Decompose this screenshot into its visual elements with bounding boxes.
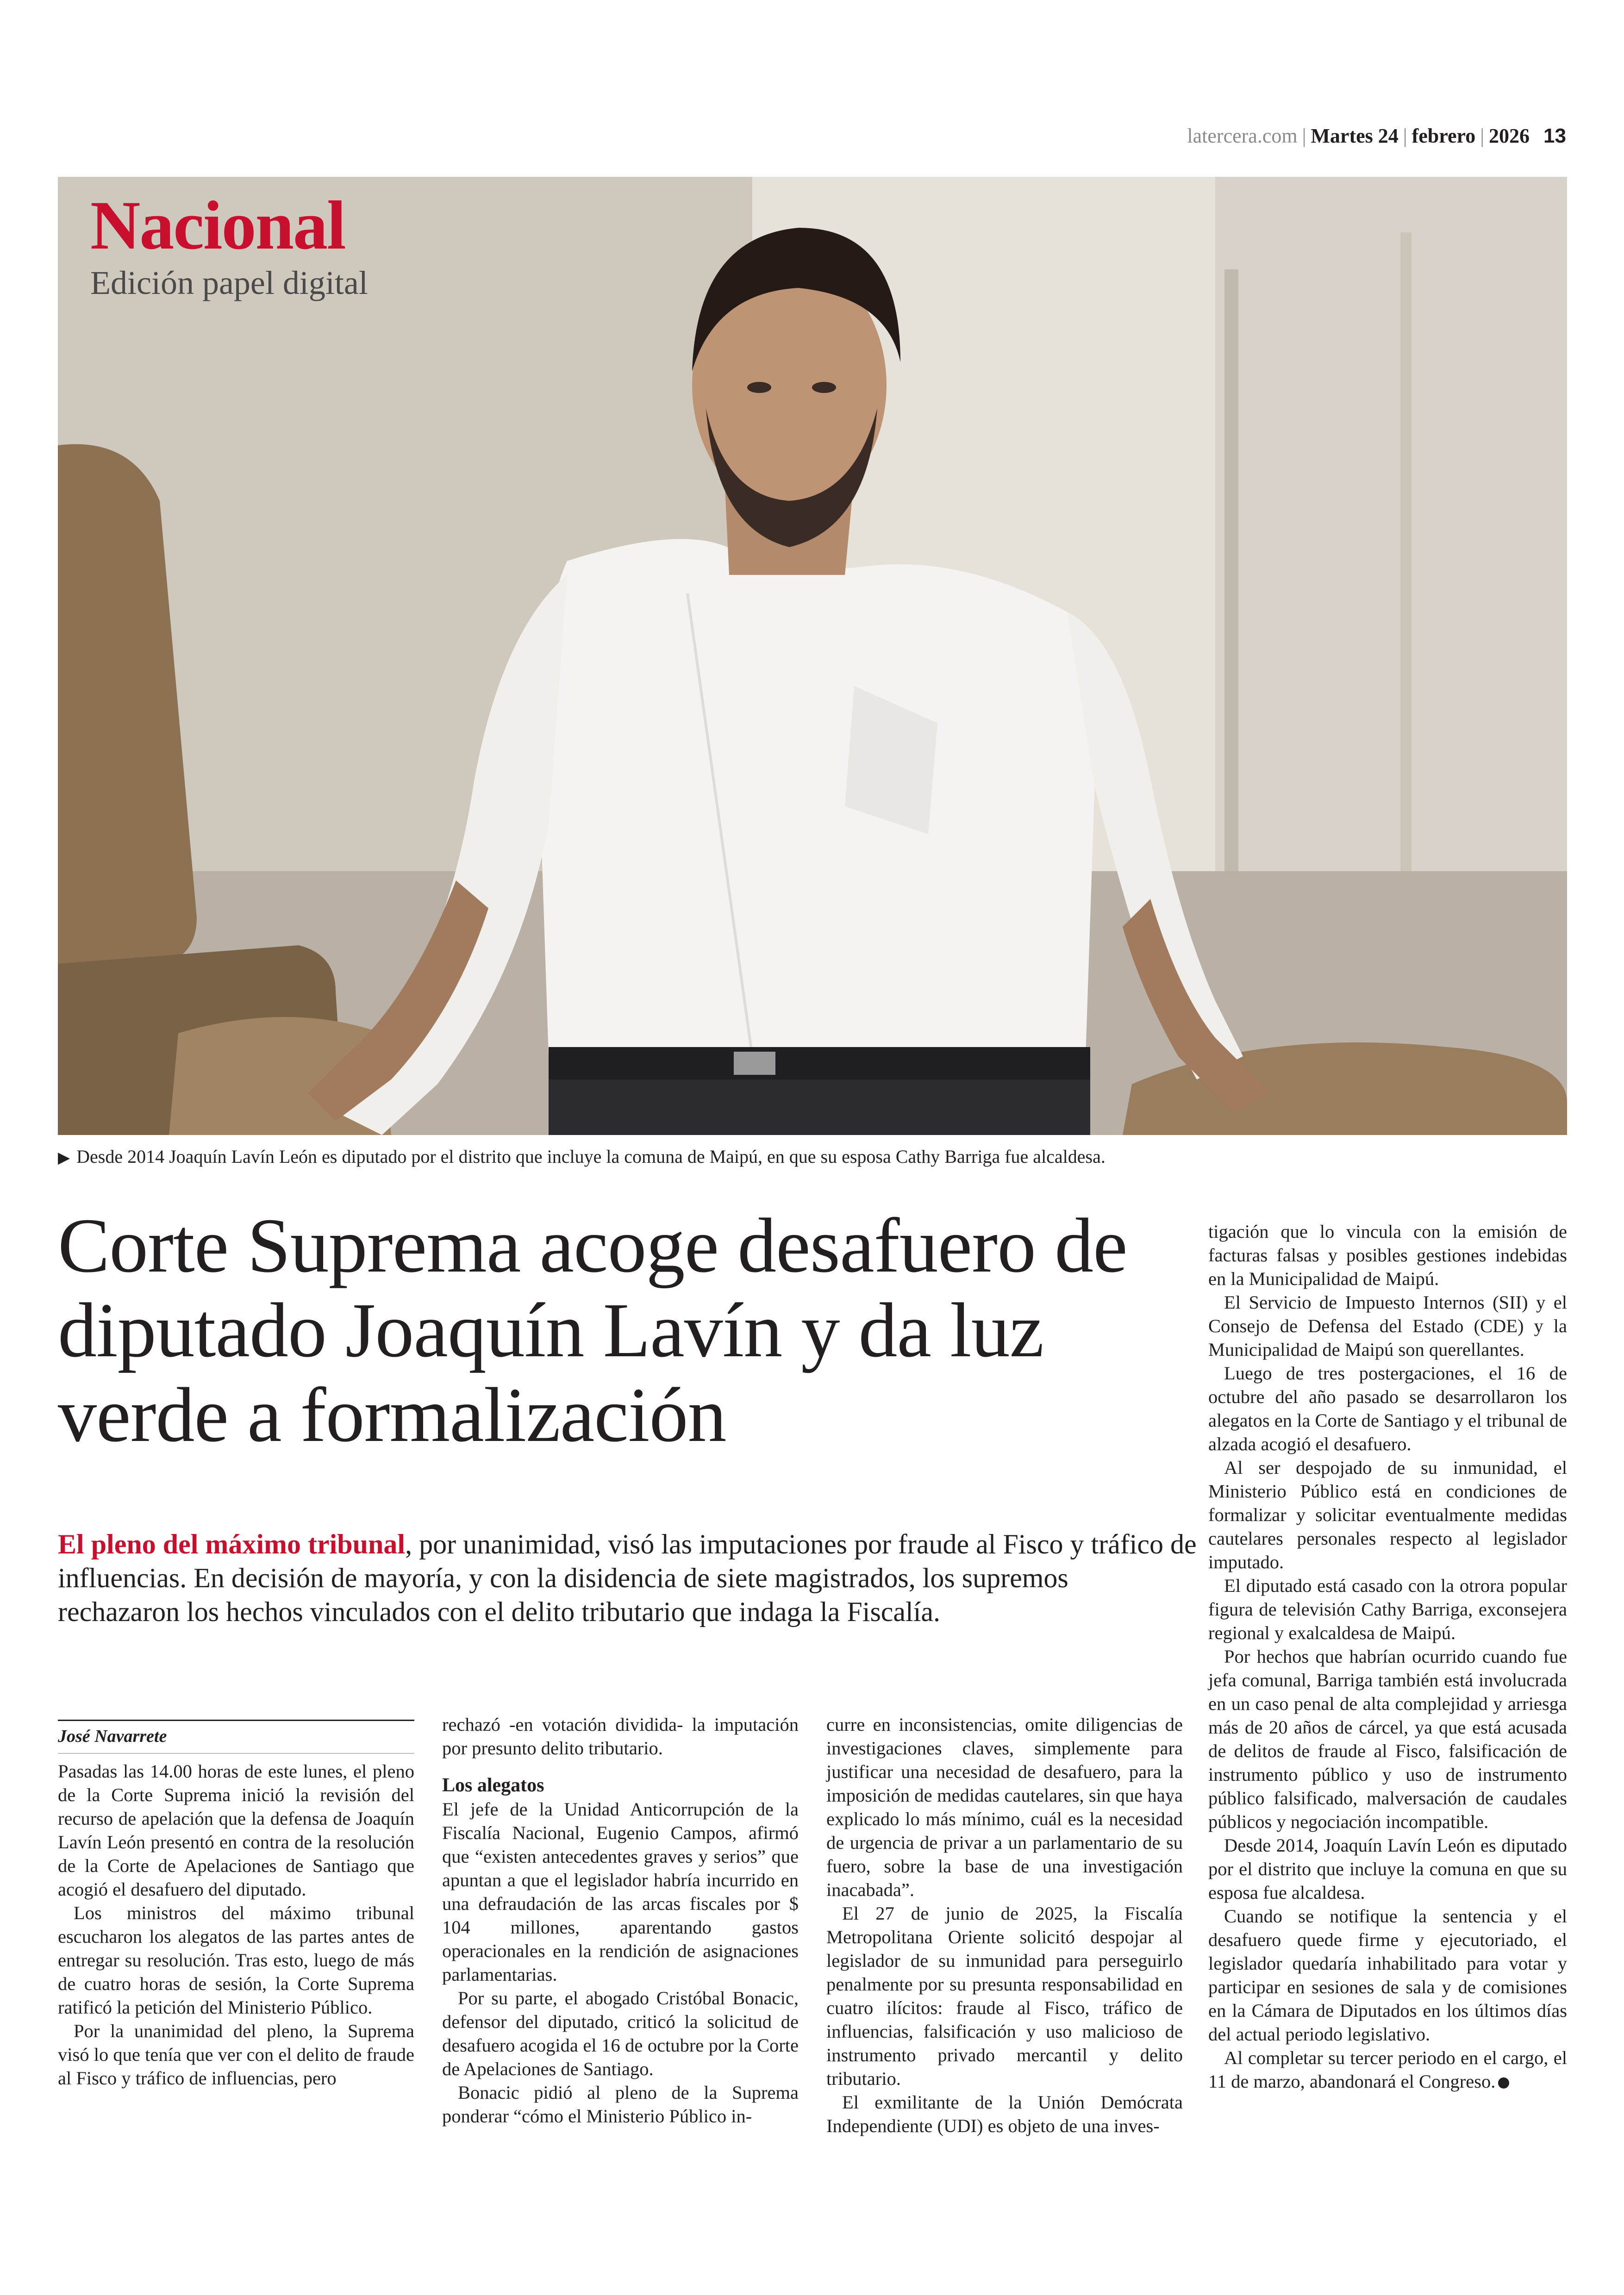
body-paragraph: El jefe de la Unidad Anticorrupción de la Fiscalía Nacional, Eugenio Campos, afirmó que “existen antecedentes graves y serios” que apuntan a que el legislador habría incurrido en una defraudación de las arcas fiscales por $ 104 millones, aparentando gastos operacionales en la rendición de asignaciones parlamentarias. [442, 1799, 799, 1985]
site-name: latercera.com [1187, 125, 1298, 147]
body-paragraph: rechazó -en votación dividida- la imputación por presunto delito tributario. [442, 1714, 799, 1759]
body-paragraph: Cuando se notifique la sentencia y el desafuero quede firme y ejecutoriado, el legislador quedaría inhabilitado para votar y participar en sesiones de sala y de comisiones en la Cámara de Diputados en los últimos días del actual periodo legislativo. [1208, 1906, 1567, 2045]
body-paragraph: Por hechos que habrían ocurrido cuando fue jefa comunal, Barriga también está involucrada en un caso penal de alta complejidad y arriesga más de 20 años de cárcel, ya que está acusada de delitos de fraude al Fisco, falsificación de instrumento público y uso de instrumento público falsificado, malversación de caudales públicos y negociación incompatible. [1208, 1646, 1567, 1832]
lead-text: , por unanimidad, visó las imputaciones por fraude al Fisco y tráfico de influencias. En decisión de mayoría, y con la disidencia de siete magistrados, los supremos rechazaron los hechos vinculados con el delito tributario que indaga la Fiscalía. [58, 1529, 1197, 1628]
body-column-1 [58, 1720, 414, 2090]
page-number: 13 [1543, 125, 1566, 147]
body-paragraph: Pasadas las 14.00 horas de este lunes, el pleno de la Corte Suprema inició la revisión del recurso de apelación que la defensa de Joaquín Lavín León presentó en contra de la resolución de la Corte de Apelaciones de Santiago que acogió el desafuero del diputado. [58, 1761, 414, 1900]
body-paragraph: Desde 2014, Joaquín Lavín León es diputado por el distrito que incluye la comuna en que su esposa fue alcaldesa. [1208, 1835, 1567, 1903]
section-label [90, 187, 368, 302]
body-paragraph: Los ministros del máximo tribunal escucharon los alegatos de las partes antes de entregar su resolución. Tras esto, luego de más de cuatro horas de sesión, la Corte Suprema ratificó la petición del Ministerio Público. [58, 1902, 414, 2018]
folio-year: 2026 [1489, 125, 1530, 147]
closing-text: Al completar su tercer periodo en el cargo, el 11 de marzo, abandonará el Congreso. [1208, 2047, 1567, 2092]
body-paragraph: tigación que lo vincula con la emisión de facturas falsas y posibles gestiones indebidas en la Municipalidad de Maipú. [1208, 1221, 1567, 1289]
body-paragraph: curre en inconsistencias, omite diligencias de investigaciones claves, simplemente para justificar una necesidad de desafuero, para la imposición de medidas cautelares, sin que haya explicado lo más mínimo, cuál es la necesidad de urgencia de privar a un parlamentario de su fuero, sobre la base de una investigación inacabada”. [826, 1714, 1183, 1900]
page-folio: latercera.com | Martes 24 | febrero | 2026 13 [1187, 125, 1566, 147]
lead-photo [58, 177, 1567, 1135]
body-paragraph: El exmilitante de la Unión Demócrata Independiente (UDI) es objeto de una inves- [826, 2092, 1183, 2136]
section-subtitle: Edición papel digital [90, 264, 368, 301]
headline: Corte Suprema acoge desafuero de diputado Joaquín Lavín y da luz verde a formalización [58, 1203, 1127, 1459]
photo-illustration [58, 177, 1567, 1135]
body-paragraph [1208, 2046, 1567, 2093]
folio-day: Martes 24 [1311, 125, 1399, 147]
folio-month: febrero [1412, 125, 1476, 147]
lead-paragraph [58, 1528, 1197, 1629]
body-paragraph: El 27 de junio de 2025, la Fiscalía Metropolitana Oriente solicitó despojar al legislador de su inmunidad para perseguirlo penalmente por su presunta responsabilidad en cuatro ilícitos: fraude al Fisco, tráfico de influencias, falsificación y uso malicioso de instrumento privado mercantil y delito tributario. [826, 1903, 1183, 2089]
section-title: Nacional [90, 187, 345, 264]
body-paragraph: Al ser despojado de su inmunidad, el Ministerio Público está en condiciones de formalizar y solicitar eventualmente medidas cautelares personales respecto al legislador imputado. [1208, 1457, 1567, 1572]
end-mark-icon [1498, 2077, 1509, 2089]
byline: José Navarrete [58, 1720, 414, 1754]
body-column-3 [826, 1713, 1183, 2138]
caption-triangle-icon: ▶ [58, 1149, 70, 1166]
body-column-4 [1208, 1220, 1567, 2093]
body-paragraph: Bonacic pidió al pleno de la Suprema ponderar “cómo el Ministerio Público in- [442, 2082, 799, 2127]
subhead: Los alegatos [442, 1775, 544, 1796]
lead-highlight: El pleno del máximo tribunal [58, 1529, 406, 1559]
body-paragraph: El Servicio de Impuesto Internos (SII) y el Consejo de Defensa del Estado (CDE) y la Municipalidad de Maipú son querellantes. [1208, 1292, 1567, 1360]
photo-caption [58, 1146, 1567, 1167]
body-paragraph: Por la unanimidad del pleno, la Suprema visó lo que tenía que ver con el delito de fraude al Fisco y tráfico de influencias, pero [58, 2021, 414, 2089]
body-paragraph: Luego de tres postergaciones, el 16 de octubre del año pasado se desarrollaron los alegatos en la Corte de Santiago y el tribunal de alzada acogió el desafuero. [1208, 1363, 1567, 1454]
caption-text: Desde 2014 Joaquín Lavín León es diputado por el distrito que incluye la comuna de Maipú, en que su esposa Cathy Barriga fue alcaldesa. [76, 1146, 1106, 1167]
body-paragraph: El diputado está casado con la otrora popular figura de televisión Cathy Barriga, exconsejera regional y exalcaldesa de Maipú. [1208, 1575, 1567, 1643]
body-column-2 [442, 1713, 799, 2128]
body-paragraph: Por su parte, el abogado Cristóbal Bonacic, defensor del diputado, criticó la solicitud de desafuero acogida el 16 de octubre por la Corte de Apelaciones de Santiago. [442, 1988, 799, 2079]
